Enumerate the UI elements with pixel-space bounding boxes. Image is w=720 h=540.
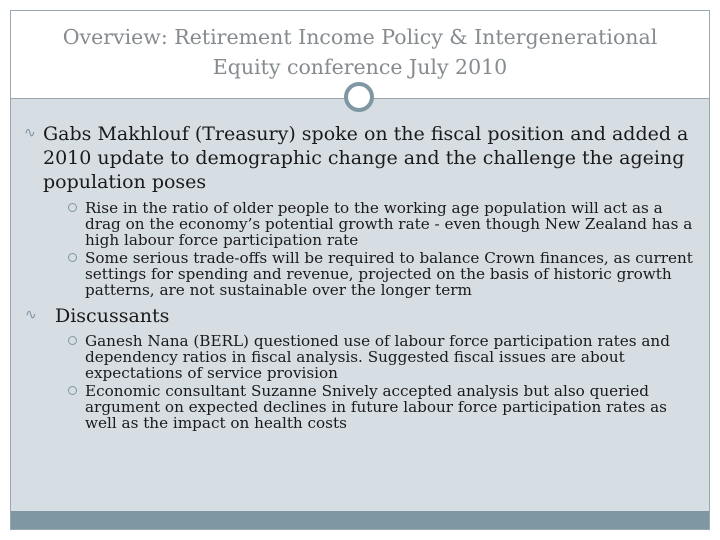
sub-bullet-list — [25, 200, 697, 298]
sub-bullet-text: Rise in the ratio of older people to the working age population will act as a drag on the economy’s potential growth rate - even though New Zealand has a high labour force participation rate — [85, 199, 693, 249]
bullet-level2 — [25, 333, 697, 381]
bullet-level2 — [25, 200, 697, 248]
footer-bar — [11, 511, 709, 529]
sub-bullet-text: Some serious trade-offs will be required to balance Crown finances, as current settings for spending and revenue, projected on the basis of historic growth patterns, are not sustainable over the longer term — [85, 249, 693, 299]
bullet-level1 — [25, 122, 697, 194]
wave-bullet-icon: ∿ — [24, 125, 36, 141]
hollow-circle-bullet-icon — [68, 253, 77, 262]
slide-content — [25, 122, 697, 433]
slide-title: Overview: Retirement Income Policy & Intergenerational Equity conference July 2010 — [62, 25, 658, 79]
slide-frame — [10, 10, 710, 530]
sub-bullet-text: Economic consultant Suzanne Snively accepted analysis but also queried argument on expected declines in future labour force participation rates as well as the impact on health costs — [85, 382, 667, 432]
sub-bullet-text: Ganesh Nana (BERL) questioned use of labour force participation rates and dependency ratios in fiscal analysis. Suggested fiscal issues are about expectations of service provision — [85, 332, 670, 382]
hollow-circle-bullet-icon — [68, 386, 77, 395]
wave-bullet-icon: ∿ — [25, 307, 37, 323]
bullet-text: Gabs Makhlouf (Treasury) spoke on the fiscal position and added a 2010 update to demographic change and the challenge the ageing population poses — [43, 123, 689, 193]
decorative-ring-icon — [344, 82, 374, 112]
bullet-level2 — [25, 383, 697, 431]
hollow-circle-bullet-icon — [68, 203, 77, 212]
bullet-level2 — [25, 250, 697, 298]
bullet-level1 — [25, 304, 697, 328]
bullet-text: Discussants — [55, 305, 170, 327]
hollow-circle-bullet-icon — [68, 336, 77, 345]
sub-bullet-list — [25, 333, 697, 431]
